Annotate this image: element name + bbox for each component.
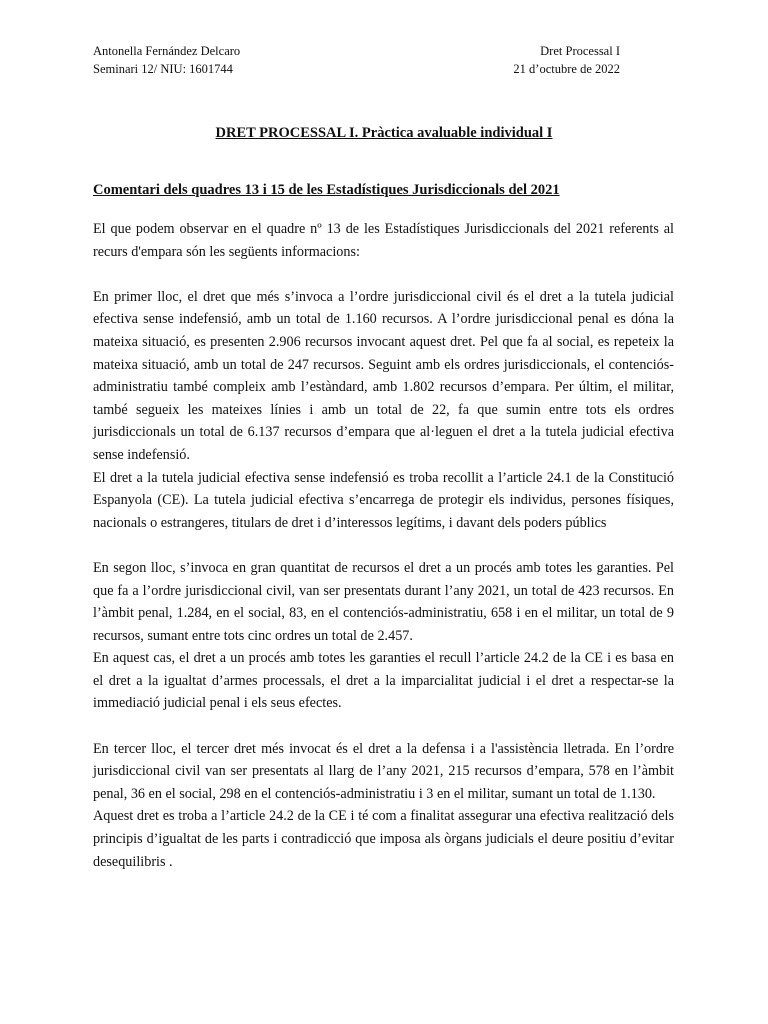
paragraph-third-article: Aquest dret es troba a l’article 24.2 de la CE i té com a finalitat assegurar una efectiva realització dels principis d’igualtat de les parts i contradicció que imposa als òrgans judicials el deure positiu d’evitar desequilibris . [93,808,674,870]
paragraph-first-right: En primer lloc, el dret que més s’invoca a l’ordre jurisdiccional civil és el dret a la tutela judicial efectiva sense indefensió, amb un total de 1.160 recursos. A l’ordre jurisdiccional penal es dóna la mateixa situació, es presenten 2.906 recursos invocant aquest dret. Pel que fa al social, es repeteix la mateixa situació, amb un total de 247 recursos. Seguint amb els ordres jurisdiccionals, el contenciós-administratiu també compleix amb l’estàndard, amb 1.802 recursos d’empara. Per últim, el militar, també segueix les mateixes línies i amb un total de 22, fa que sumin entre tots els ordres jurisdiccionals un total de 6.137 recursos d’empara que al·leguen el dret a la tutela judicial efectiva sense indefensió. [93,288,674,463]
paragraph-second-article: En aquest cas, el dret a un procés amb totes les garanties el recull l’article 24.2 de la CE i es basa en el dret a la igualtat d’armes processals, el dret a la imparcialitat judicial i el dret a respectar-se la immediació judicial penal i els seus efectes. [93,650,674,712]
paragraph-intro: El que podem observar en el quadre nº 13 de les Estadístiques Jurisdiccionals del 2021 referents al recurs d'empara són les següents informacions: [93,221,674,260]
header-date: 21 d’octubre de 2022 [513,62,620,76]
header-seminar: Seminari 12/ NIU: 1601744 [93,62,233,76]
page-header [93,42,620,78]
header-author: Antonella Fernández Delcaro [93,44,241,58]
paragraph-first-article: El dret a la tutela judicial efectiva sense indefensió es troba recollit a l’article 24.1 de la Constitució Espanyola (CE). La tutela judicial efectiva s’encarrega de protegir els individus, persones físiques, nacionals o estrangeres, titulars de dret i d’interessos legítims, i davant dels poders públics [93,469,674,531]
paragraph-second-right: En segon lloc, s’invoca en gran quantitat de recursos el dret a un procés amb totes les garanties. Pel que fa a l’ordre jurisdiccional civil, van ser presentats durant l’any 2021, un total de 423 recursos. En l’àmbit penal, 1.284, en el social, 83, en el contenciós-administratiu, 658 i en el militar, un total de 9 recursos, sumant entre tots cinc ordres un total de 2.457. [93,559,674,644]
header-course: Dret Processal I [540,44,620,58]
paragraph-third-right: En tercer lloc, el tercer dret més invocat és el dret a la defensa i a l'assistència lletrada. En l’ordre jurisdiccional civil van ser presentats al llarg de l’any 2021, 215 recursos d’empara, 578 en l’àmbit penal, 36 en el social, 298 en el contenciós-administratiu i 3 en el militar, sumant un total de 1.130. [93,740,674,802]
section-heading: Comentari dels quadres 13 i 15 de les Estadístiques Jurisdiccionals del 2021 [93,182,560,198]
document-body [93,218,674,873]
document-title: DRET PROCESSAL I. Pràctica avaluable individual I [215,125,553,141]
